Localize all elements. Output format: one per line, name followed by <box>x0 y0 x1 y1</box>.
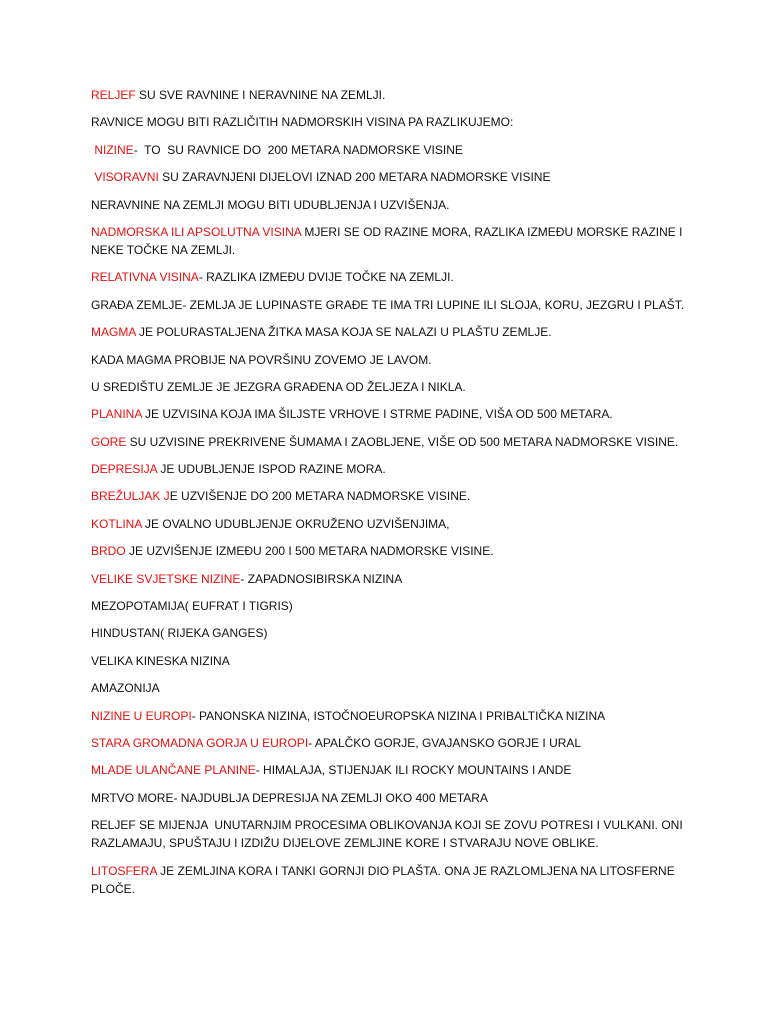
paragraph-text: AMAZONIJA <box>91 681 160 696</box>
paragraph <box>91 679 688 697</box>
paragraph-text: U SREDIŠTU ZEMLJE JE JEZGRA GRAĐENA OD ŽELJEZA I NIKLA. <box>91 379 466 394</box>
highlighted-term: MLADE ULANČANE PLANINE <box>91 763 256 778</box>
paragraph <box>91 652 688 670</box>
paragraph <box>91 816 688 852</box>
paragraph-text: MRTVO MORE- NAJDUBLJA DEPRESIJA NA ZEMLJI OKO 400 METARA <box>91 790 488 805</box>
highlighted-term: NADMORSKA ILI APSOLUTNA VISINA <box>91 224 302 239</box>
highlighted-term: LITOSFERA <box>91 863 157 878</box>
paragraph-text: JE UZVISINA KOJA IMA ŠILJSTE VRHOVE I STRME PADINE, VIŠA OD 500 METARA. <box>141 407 613 422</box>
paragraph <box>91 268 688 286</box>
highlighted-term: RELATIVNA VISINA <box>91 270 199 285</box>
paragraph <box>91 378 688 396</box>
paragraph <box>91 624 688 642</box>
document-body <box>91 86 688 898</box>
paragraph <box>91 789 688 807</box>
paragraph-text: - ZAPADNOSIBIRSKA NIZINA <box>240 571 403 586</box>
highlighted-term: VISORAVNI <box>91 170 159 185</box>
paragraph-text: - RAZLIKA IZMEĐU DVIJE TOČKE NA ZEMLJI. <box>198 270 454 285</box>
highlighted-term: BREŽULJAK J <box>91 489 170 504</box>
paragraph <box>91 323 688 341</box>
highlighted-term: NIZINE <box>91 142 134 157</box>
highlighted-term: STARA GROMADNA GORJA U EUROPI <box>91 735 309 750</box>
paragraph-text: RAVNICE MOGU BITI RAZLIČITIH NADMORSKIH VISINA PA RAZLIKUJEMO: <box>91 115 514 130</box>
paragraph <box>91 196 688 214</box>
highlighted-term: RELJEF <box>91 88 136 102</box>
paragraph-text: KADA MAGMA PROBIJE NA POVRŠINU ZOVEMO JE LAVOM. <box>91 352 432 367</box>
highlighted-term: MAGMA <box>91 325 136 340</box>
paragraph <box>91 168 688 186</box>
paragraph-text: SU UZVISINE PREKRIVENE ŠUMAMA I ZAOBLJENE, VIŠE OD 500 METARA NADMORSKE VISINE. <box>126 434 679 449</box>
paragraph-text: - PANONSKA NIZINA, ISTOČNOEUROPSKA NIZINA I PRIBALTIČKA NIZINA <box>191 708 606 723</box>
paragraph <box>91 542 688 560</box>
paragraph-text: JE UZVIŠENJE IZMEĐU 200 I 500 METARA NADMORSKE VISINE. <box>125 544 494 559</box>
paragraph-text: - HIMALAJA, STIJENJAK ILI ROCKY MOUNTAINS I ANDE <box>255 763 572 778</box>
paragraph <box>91 862 688 898</box>
paragraph <box>91 351 688 369</box>
paragraph-text: HINDUSTAN( RIJEKA GANGES) <box>91 626 268 641</box>
paragraph <box>91 141 688 159</box>
paragraph <box>91 515 688 533</box>
paragraph-text: JE OVALNO UDUBLJENJE OKRUŽENO UZVIŠENJIMA, <box>141 516 450 531</box>
paragraph-text: MEZOPOTAMIJA( EUFRAT I TIGRIS) <box>91 599 293 614</box>
paragraph-text: NERAVNINE NA ZEMLJI MOGU BITI UDUBLJENJA I UZVIŠENJA. <box>91 197 450 212</box>
paragraph <box>91 761 688 779</box>
paragraph-text: VELIKA KINESKA NIZINA <box>91 653 230 668</box>
paragraph-text: MJERI SE OD RAZINE MORA, RAZLIKA IZMEĐU MORSKE RAZINE I NEKE TOČKE NA ZEMLJI. <box>91 224 686 257</box>
highlighted-term: KOTLINA <box>91 516 142 531</box>
highlighted-term: NIZINE U EUROPI <box>91 708 192 723</box>
paragraph-text: JE UDUBLJENJE ISPOD RAZINE MORA. <box>157 462 386 477</box>
paragraph-text: JE POLURASTALJENA ŽITKA MASA KOJA SE NALAZI U PLAŠTU ZEMLJE. <box>135 325 552 340</box>
paragraph <box>91 460 688 478</box>
paragraph-text: SU SVE RAVNINE I NERAVNINE NA ZEMLJI. <box>135 88 386 102</box>
paragraph <box>91 433 688 451</box>
paragraph <box>91 296 688 314</box>
paragraph-text: - APALČKO GORJE, GVAJANSKO GORJE I URAL <box>308 735 582 750</box>
paragraph <box>91 223 688 259</box>
highlighted-term: GORE <box>91 434 127 449</box>
paragraph-text: E UZVIŠENJE DO 200 METARA NADMORSKE VISINE. <box>169 489 471 504</box>
paragraph <box>91 570 688 588</box>
paragraph-text: SU ZARAVNJENI DIJELOVI IZNAD 200 METARA NADMORSKE VISINE <box>158 170 551 185</box>
highlighted-term: VELIKE SVJETSKE NIZINE <box>91 571 241 586</box>
paragraph <box>91 734 688 752</box>
paragraph <box>91 487 688 505</box>
paragraph <box>91 113 688 131</box>
paragraph <box>91 405 688 423</box>
paragraph <box>91 86 688 104</box>
highlighted-term: BRDO <box>91 544 126 559</box>
highlighted-term: PLANINA <box>91 407 142 422</box>
paragraph-text: RELJEF SE MIJENJA UNUTARNJIM PROCESIMA OBLIKOVANJA KOJI SE ZOVU POTRESI I VULKANI. ONI RAZLAMAJU, SPUŠTAJU I IZDIŽU DIJELOVE ZEMLJINE KORE I STVARAJU NOVE OBLIKE. <box>91 818 687 851</box>
paragraph-text: GRAĐA ZEMLJE- ZEMLJA JE LUPINASTE GRAĐE TE IMA TRI LUPINE ILI SLOJA, KORU, JEZGRU I PLAŠT. <box>91 297 685 312</box>
paragraph <box>91 707 688 725</box>
paragraph-text: - TO SU RAVNICE DO 200 METARA NADMORSKE VISINE <box>133 142 463 157</box>
highlighted-term: DEPRESIJA <box>91 462 158 477</box>
paragraph-text: JE ZEMLJINA KORA I TANKI GORNJI DIO PLAŠTA. ONA JE RAZLOMLJENA NA LITOSFERNE PLOČE. <box>91 863 679 896</box>
paragraph <box>91 597 688 615</box>
